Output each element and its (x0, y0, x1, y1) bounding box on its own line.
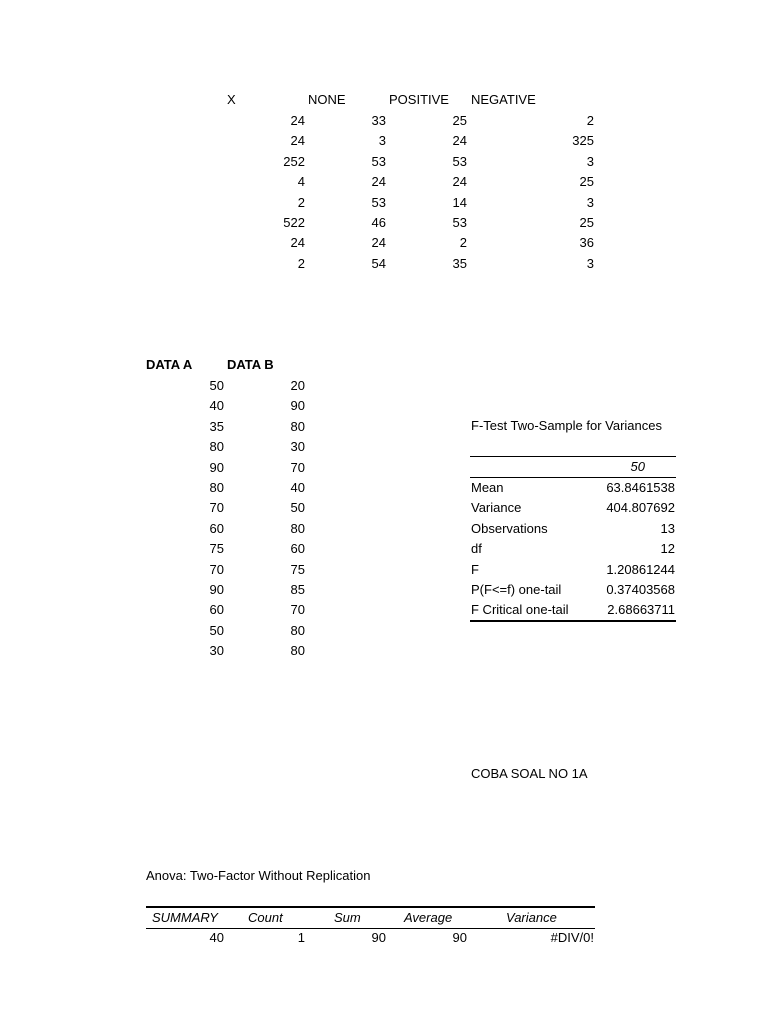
table1-cell: 24 (371, 235, 386, 251)
table1-cell: 522 (283, 215, 305, 230)
table1-cell: 3 (586, 194, 594, 210)
anova-header-summary: SUMMARY (152, 910, 218, 925)
ftest-row-label: P(F<=f) one-tail (471, 582, 562, 597)
ftest-row-label: F Critical one-tail (471, 602, 569, 618)
header-none: NONE (308, 92, 346, 107)
table1-cell: 14 (452, 194, 467, 210)
table1-cell: 252 (283, 153, 305, 169)
ftest-row-value: 13 (660, 520, 675, 536)
table1-cell: 4 (297, 174, 305, 190)
table1-cell: 3 (378, 133, 386, 149)
ftest-column-header: 50 (630, 459, 645, 474)
ftest-bottom-rule (470, 620, 676, 622)
anova-top-rule (146, 906, 595, 908)
table2-cell: 60 (209, 520, 224, 536)
table1-cell: 24 (452, 174, 467, 190)
anova-header-variance: Variance (506, 910, 557, 925)
table1-cell: 3 (586, 255, 594, 271)
anova-cell: #DIV/0! (550, 930, 594, 945)
table2-cell: 80 (290, 622, 305, 638)
table2-cell: 70 (290, 459, 305, 475)
ftest-row-value: 0.37403568 (606, 582, 675, 597)
table2-cell: 30 (209, 643, 224, 659)
table1-cell: 2 (297, 194, 305, 210)
anova-cell: 1 (297, 930, 305, 945)
table1-cell: 53 (452, 215, 467, 230)
anova-title: Anova: Two-Factor Without Replication (146, 868, 371, 883)
table1-cell: 24 (290, 133, 305, 149)
header-positive: POSITIVE (389, 92, 449, 107)
table1-cell: 24 (371, 174, 386, 190)
table2-cell: 20 (290, 378, 305, 393)
table2-cell: 50 (290, 500, 305, 516)
table1-cell: 25 (452, 113, 467, 128)
table1-cell: 325 (572, 133, 594, 149)
table1-cell: 33 (371, 113, 386, 128)
ftest-row-label: Variance (471, 500, 522, 516)
table1-cell: 25 (579, 215, 594, 230)
anova-header-sum: Sum (334, 910, 361, 925)
table1-cell: 2 (297, 255, 305, 271)
table1-cell: 2 (459, 235, 467, 251)
anova-header-rule (146, 928, 595, 929)
table2-cell: 80 (290, 643, 305, 659)
table2-cell: 80 (209, 480, 224, 495)
table2-cell: 80 (209, 439, 224, 455)
table2-cell: 35 (209, 418, 224, 434)
ftest-header-rule (470, 477, 676, 478)
table1-cell: 3 (586, 153, 594, 169)
ftest-row-value: 12 (660, 541, 675, 557)
table1-cell: 53 (371, 194, 386, 210)
table2-cell: 75 (290, 561, 305, 577)
anova-header-average: Average (404, 910, 453, 925)
table2-cell: 75 (209, 541, 224, 557)
table1-cell: 24 (290, 113, 305, 128)
table1-cell: 54 (371, 255, 386, 271)
table1-cell: 36 (579, 235, 594, 251)
table1-cell: 25 (579, 174, 594, 190)
table2-cell: 60 (209, 602, 224, 618)
note-label: COBA SOAL NO 1A (471, 766, 588, 781)
table2-cell: 80 (290, 418, 305, 434)
ftest-row-label: Observations (471, 520, 548, 536)
ftest-top-rule (470, 456, 676, 457)
table2-cell: 90 (209, 459, 224, 475)
table1-cell: 35 (452, 255, 467, 271)
table2-cell: 80 (290, 520, 305, 536)
table1-cell: 24 (452, 133, 467, 149)
ftest-row-label: df (471, 541, 482, 557)
ftest-title: F-Test Two-Sample for Variances (471, 418, 662, 433)
table2-cell: 70 (209, 500, 224, 516)
anova-cell: 40 (209, 930, 224, 945)
ftest-row-value: 63.8461538 (606, 480, 675, 495)
table2-cell: 30 (290, 439, 305, 455)
table1-cell: 2 (586, 113, 594, 128)
table2-cell: 40 (209, 398, 224, 414)
table2-cell: 40 (290, 480, 305, 495)
table1-cell: 53 (371, 153, 386, 169)
table1-cell: 46 (371, 215, 386, 230)
table2-cell: 50 (209, 622, 224, 638)
header-negative: NEGATIVE (471, 92, 536, 107)
table2-cell: 90 (209, 582, 224, 597)
ftest-row-label: F (471, 561, 479, 577)
table2-cell: 50 (209, 378, 224, 393)
anova-cell: 90 (371, 930, 386, 945)
anova-header-count: Count (248, 910, 283, 925)
table2-cell: 85 (290, 582, 305, 597)
table2-cell: 90 (290, 398, 305, 414)
ftest-row-value: 1.20861244 (606, 561, 675, 577)
header-data-a: DATA A (146, 357, 193, 372)
anova-cell: 90 (452, 930, 467, 945)
table1-cell: 24 (290, 235, 305, 251)
ftest-row-label: Mean (471, 480, 504, 495)
ftest-row-value: 404.807692 (606, 500, 675, 516)
header-x: X (227, 92, 236, 107)
table2-cell: 70 (290, 602, 305, 618)
table1-cell: 53 (452, 153, 467, 169)
table2-cell: 70 (209, 561, 224, 577)
table2-cell: 60 (290, 541, 305, 557)
header-data-b: DATA B (227, 357, 274, 372)
ftest-row-value: 2.68663711 (607, 602, 675, 618)
